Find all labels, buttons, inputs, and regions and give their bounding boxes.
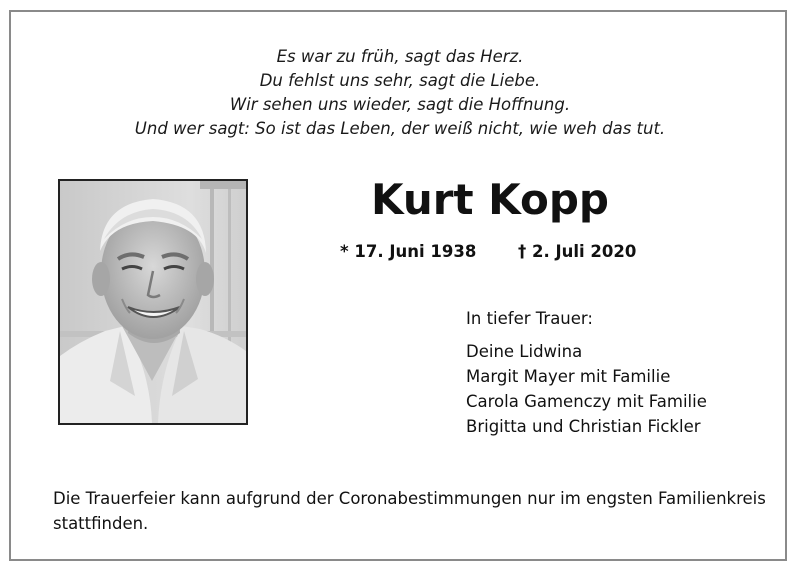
poem-line-1: Es war zu früh, sagt das Herz. xyxy=(276,47,524,66)
death-date: † 2. Juli 2020 xyxy=(518,242,637,261)
poem-line-4: Und wer sagt: So ist das Leben, der weiß nicht, wie weh das tut. xyxy=(134,119,666,138)
mourners-heading: In tiefer Trauer: xyxy=(466,309,593,328)
mourners-block xyxy=(466,306,707,439)
portrait-photo xyxy=(58,179,248,425)
funeral-notice: Die Trauerfeier kann aufgrund der Coronabestimmungen nur im engsten Familienkreis stattfinden. xyxy=(53,489,766,533)
mourner-name: Margit Mayer mit Familie xyxy=(466,367,671,386)
mourner-name: Carola Gamenczy mit Familie xyxy=(466,392,707,411)
deceased-name: Kurt Kopp xyxy=(371,175,609,224)
mourner-name: Deine Lidwina xyxy=(466,342,583,361)
poem-line-3: Wir sehen uns wieder, sagt die Hoffnung. xyxy=(229,95,571,114)
poem xyxy=(0,45,800,141)
poem-line-2: Du fehlst uns sehr, sagt die Liebe. xyxy=(259,71,541,90)
birth-date: * 17. Juni 1938 xyxy=(340,242,477,261)
mourner-name: Brigitta und Christian Fickler xyxy=(466,417,701,436)
